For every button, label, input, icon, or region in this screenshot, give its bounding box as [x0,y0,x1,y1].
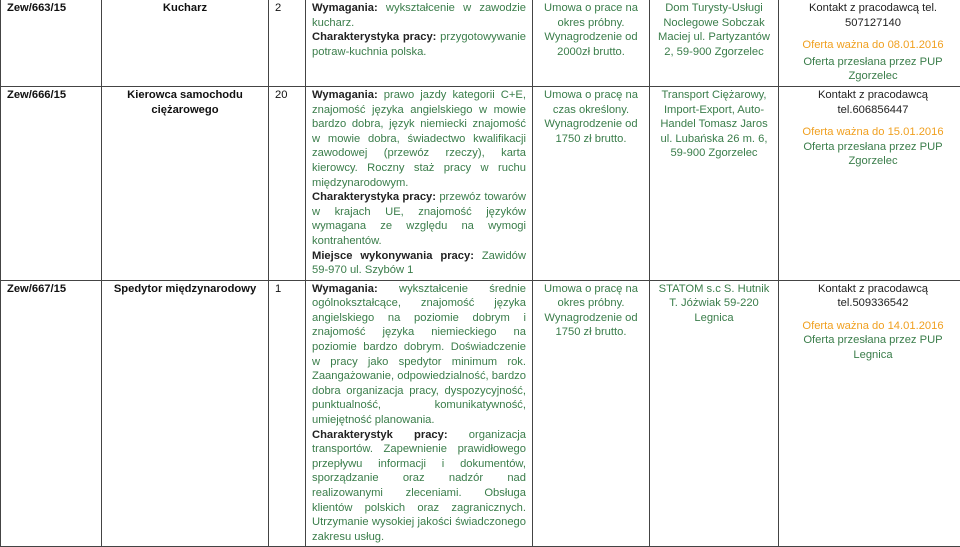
offer-valid-until: Oferta ważna do 14.01.2016 [785,319,960,334]
employer-info: STATOM s.c S. Hutnik T. Jóżwiak 59-220 Legnica [659,283,770,324]
characteristics-text: przewóz towarów w krajach UE, znajomość języków wymagana ze względu na wymogi kontrahentów. [312,191,526,247]
vacancy-count-cell [269,0,306,86]
requirements-label: Wymagania: [312,2,378,14]
offer-valid-until: Oferta ważna do 15.01.2016 [785,125,960,140]
requirements-label: Wymagania: [312,283,378,295]
employer-info: Dom Turysty-Usługi Noclegowe Sobczak Maciej ul. Partyzantów 2, 59-900 Zgorzelec [658,2,770,58]
requirements-text: wykształcenie średnie ogólnokształcące, znajomość języka angielskiego na poziomie dobrym i znajomość języka niemieckiego na poziomie bardzo dobrym. Doświadczenie w pracy jako spedytor minimum rok. Zaangażowanie, odpowiedzialność, bardzo dobra organizacja pracy, dyspozycyjność, punktualność, komunikatywność, umiejętność planowania. [312,283,526,426]
characteristics-paragraph [312,190,526,248]
offer-sent-by: Oferta przesłana przez PUP Zgorzelec [785,55,960,84]
offer-ref: Zew/663/15 [7,2,66,14]
contact-phone: Kontakt z pracodawcą tel.509336542 [785,282,960,311]
contact-cell [779,86,960,280]
requirements-cell [306,0,533,86]
characteristics-text: przygotowywanie potraw-kuchnia polska. [312,31,526,58]
offer-valid-until: Oferta ważna do 08.01.2016 [785,38,960,53]
vacancy-count-cell [269,86,306,280]
contract-terms: Umowa o pracę na okres próbny. Wynagrodzenie od 1750 zł brutto. [544,283,638,339]
employer-info: Transport Ciężarowy, Import-Export, Auto-Handel Tomasz Jaros ul. Lubańska 26 m. 6, 59-900 Zgorzelec [660,89,767,159]
job-title-cell [102,86,269,280]
requirements-paragraph [312,282,526,428]
vacancy-count: 20 [275,89,287,101]
vacancy-count: 2 [275,2,281,14]
workplace-text: Zawidów 59-970 ul. Szybów 1 [312,250,526,277]
requirements-text: wykształcenie w zawodzie kucharz. [312,2,526,29]
offer-sent-by: Oferta przesłana przez PUP Legnica [785,333,960,362]
requirements-cell [306,86,533,280]
requirements-label: Wymagania: [312,89,378,101]
offer-ref: Zew/667/15 [7,283,66,295]
workplace-paragraph [312,249,526,278]
offer-ref-cell [1,0,102,86]
offer-ref: Zew/666/15 [7,89,66,101]
requirements-text: prawo jazdy kategorii C+E, znajomość języka angielskiego w mowie bardzo dobra, język niemiecki znajomość w mowie dobra, świadectwo kwalifikacji zawodowej (przewóz rzeczy), karta kierowcy. Roczny staż pracy w ruchu międzynarodowym. [312,89,526,189]
job-title-cell [102,0,269,86]
job-title: Spedytor międzynarodowy [114,283,256,295]
characteristics-paragraph [312,428,526,545]
employer-cell [650,86,779,280]
contact-phone: Kontakt z pracodawcą tel.606856447 [785,88,960,117]
job-title: Kucharz [163,2,207,14]
contract-terms: Umowa o pracę na czas określony. Wynagrodzenie od 1750 zł brutto. [544,89,638,145]
contact-phone: Kontakt z pracodawcą tel. 507127140 [785,1,960,30]
characteristics-label: Charakterystyka pracy: [312,31,436,43]
employer-cell [650,0,779,86]
offer-ref-cell [1,86,102,280]
contract-cell [533,0,650,86]
requirements-paragraph [312,88,526,190]
characteristics-label: Charakterystyk pracy: [312,429,448,441]
characteristics-text: organizacja transportów. Zapewnienie prawidłowego przepływu informacji i dokumentów, sporządzanie oraz nadzór nad realizowanymi zleceniami. Obsługa klientów polskich oraz zagranicznych. Utrzymanie wysokiej jakości świadczonego zakresu usług. [312,429,526,543]
contract-cell [533,86,650,280]
job-title: Kierowca samochodu ciężarowego [127,89,243,116]
offer-sent-by: Oferta przesłana przez PUP Zgorzelec [785,140,960,169]
table-row [1,0,960,86]
contact-cell [779,0,960,86]
characteristics-paragraph [312,30,526,59]
characteristics-label: Charakterystyka pracy: [312,191,436,203]
vacancy-count: 1 [275,283,281,295]
table-row [1,86,960,280]
workplace-label: Miejsce wykonywania pracy: [312,250,474,262]
requirements-paragraph [312,1,526,30]
contract-terms: Umowa o prace na okres próbny. Wynagrodzenie od 2000zł brutto. [544,2,638,58]
